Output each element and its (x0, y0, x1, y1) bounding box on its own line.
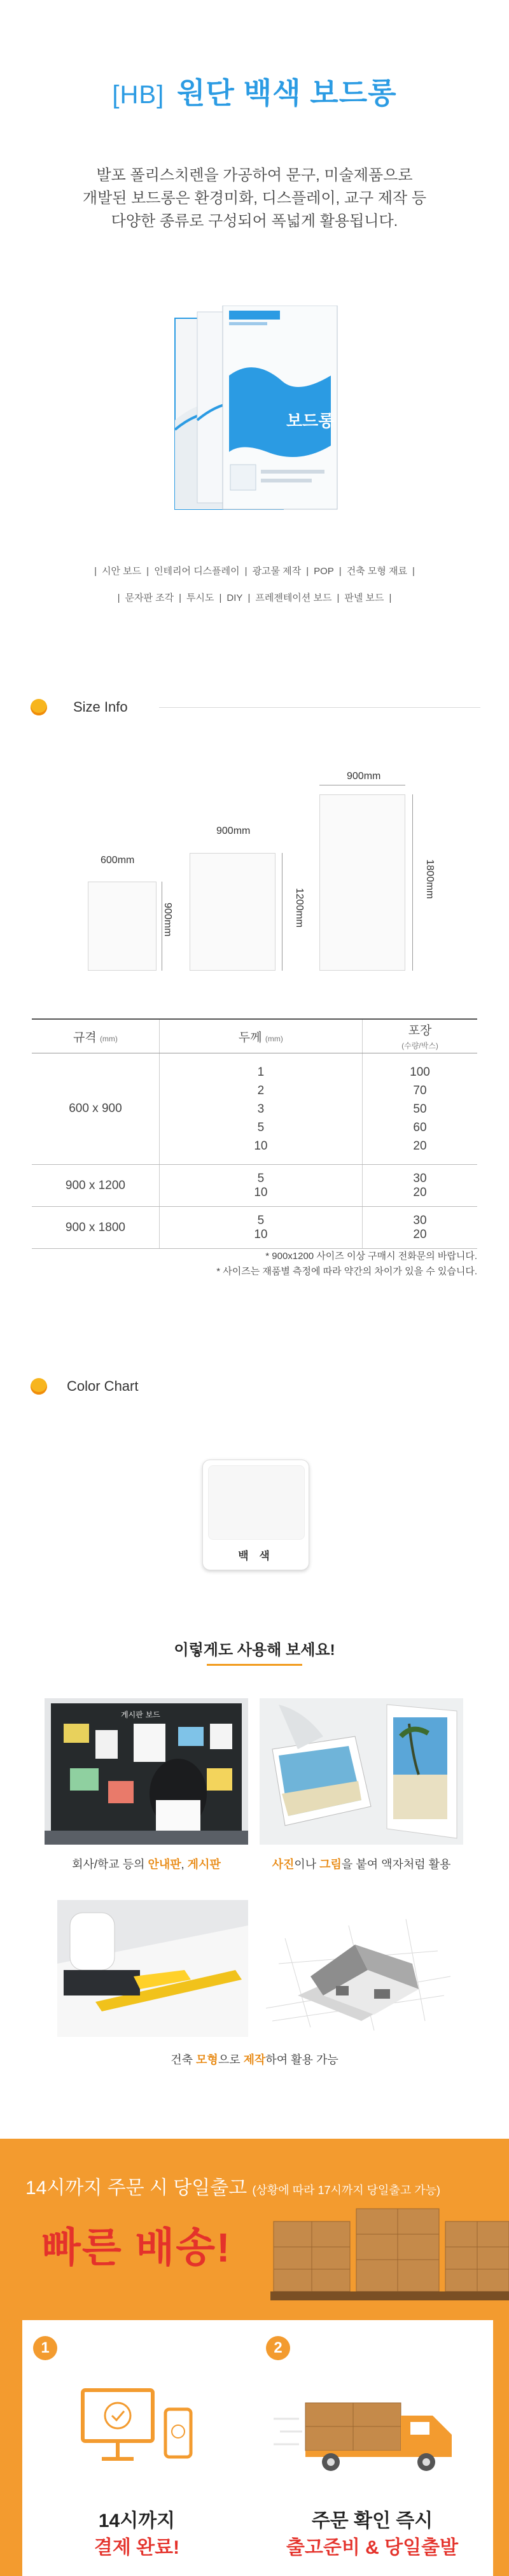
step1-title: 14시까지 (98, 2510, 176, 2531)
board-height-label: 1800mm (424, 859, 435, 899)
note-line: * 사이즈는 재품별 측정에 따라 약간의 차이가 있을 수 있습니다. (216, 1266, 477, 1277)
photo-frame-photo (260, 1698, 463, 1845)
spec-table (32, 1018, 477, 1249)
color-swatch (208, 1465, 305, 1540)
color-chip-label: 백 색 (238, 1550, 274, 1562)
desc-line: 개발된 보드롱은 환경미화, 디스플레이, 교구 제작 등 (82, 190, 427, 207)
usage-tag: POP (314, 566, 334, 577)
board-height-label: 1200mm (294, 888, 305, 928)
usage-tag: 건축 모형 재료 (346, 566, 407, 577)
cell-pack: 100 70 50 60 20 (362, 1053, 477, 1165)
delivery-truck-icon (274, 2393, 464, 2476)
board-width-label: 600mm (101, 855, 135, 866)
section-bullet-icon (31, 699, 47, 715)
color-chart-title: Color Chart (67, 1378, 139, 1394)
fast-delivery-title: 빠른 배송! (41, 2225, 232, 2270)
cell-thickness: 5 10 (159, 1207, 362, 1249)
size-info-title: Size Info (73, 699, 128, 715)
usage-caption-3: 건축 모형으로 제작하여 활용 가능 (171, 2053, 338, 2066)
section-bullet-icon (31, 1378, 47, 1395)
cell-size: 900 x 1200 (32, 1165, 159, 1207)
usage-tag: 판넬 보드 (344, 593, 384, 603)
title-tag: [HB] (112, 81, 165, 109)
usage-tags-row-2: | 문자판 조각 | 투시도 | DIY | 프레젠테이션 보드 | 판넬 보드 | (117, 593, 392, 603)
cell-size: 900 x 1800 (32, 1207, 159, 1249)
cell-size: 600 x 900 (32, 1053, 159, 1165)
step-number-badge: 2 (266, 2336, 290, 2360)
section-divider (159, 707, 480, 708)
architecture-model-photo (260, 1900, 457, 2037)
color-chip-white (202, 1460, 309, 1570)
table-row (32, 1165, 477, 1207)
usage-tag: 투시도 (186, 593, 214, 603)
table-row (32, 1207, 477, 1249)
note-line: * 900x1200 사이즈 이상 구매시 전화문의 바랍니다. (265, 1251, 477, 1262)
package-front (223, 306, 337, 509)
usage-tag: 문자판 조각 (125, 593, 174, 603)
cell-pack: 30 20 (362, 1165, 477, 1207)
page-title (0, 70, 509, 112)
step1-subtitle: 결제 완료! (94, 2537, 180, 2558)
usage-examples-title: 이렇게도 사용해 보세요! (174, 1642, 335, 1659)
cell-pack: 30 20 (362, 1207, 477, 1249)
usage-caption-1: 회사/학교 등의 안내판, 게시판 (72, 1858, 221, 1871)
size-notes (216, 1249, 477, 1279)
step2-title: 주문 확인 즉시 (311, 2510, 433, 2531)
same-day-shipping-text: 14시까지 주문 시 당일출고 (상황에 따라 17시까지 당일출고 가능) (25, 2178, 440, 2199)
bulletin-board-photo (45, 1698, 248, 1845)
board-height-label: 900mm (162, 903, 173, 937)
board-900x1800 (319, 794, 405, 971)
board-width-label: 900mm (347, 771, 381, 782)
step2-subtitle: 출고준비 & 당일출발 (286, 2537, 459, 2558)
dimension-line (412, 794, 413, 971)
usage-tag: 시안 보드 (102, 566, 142, 577)
usage-tag: 광고물 제작 (252, 566, 302, 577)
usage-tags-row-1: | 시안 보드 | 인테리어 디스플레이 | 광고물 제작 | POP | 건축 모형 재료 | (94, 566, 415, 577)
desc-line: 다양한 종류로 구성되어 폭넓게 활용됩니다. (111, 213, 398, 230)
header-thickness: 두께 (mm) (159, 1019, 362, 1053)
table-row (32, 1053, 477, 1165)
usage-caption-2: 사진이나 그림을 붙여 액자처럼 활용 (272, 1858, 451, 1871)
product-package-image (162, 306, 353, 535)
cell-thickness: 5 10 (159, 1165, 362, 1207)
cell-thickness: 1 2 3 5 10 (159, 1053, 362, 1165)
board-900x1200 (190, 853, 275, 971)
step-number-badge: 1 (33, 2336, 57, 2360)
title-underline (207, 1664, 302, 1666)
monitor-and-phone-icon (76, 2384, 197, 2473)
header-size: 규격 (mm) (32, 1019, 159, 1053)
table-header-row (32, 1019, 477, 1053)
boxes-on-pallets-image (267, 2196, 509, 2311)
product-description (0, 164, 509, 233)
board-600x900 (88, 882, 157, 971)
board-title-text: 게시판 보드 (121, 1710, 160, 1719)
usage-tag: 인테리어 디스플레이 (154, 566, 240, 577)
header-pack: 포장 (수량/박스) (362, 1019, 477, 1053)
usage-tag: 프레젠테이션 보드 (255, 593, 332, 603)
title-text: 원단 백색 보드롱 (176, 76, 397, 109)
package-brand-text: 보드롱 (286, 412, 335, 431)
board-width-label: 900mm (216, 826, 251, 836)
desc-line: 발포 폴리스치렌을 가공하여 문구, 미술제품으로 (96, 167, 413, 184)
usage-tag: DIY (227, 593, 243, 603)
cutting-board-photo (57, 1900, 248, 2037)
